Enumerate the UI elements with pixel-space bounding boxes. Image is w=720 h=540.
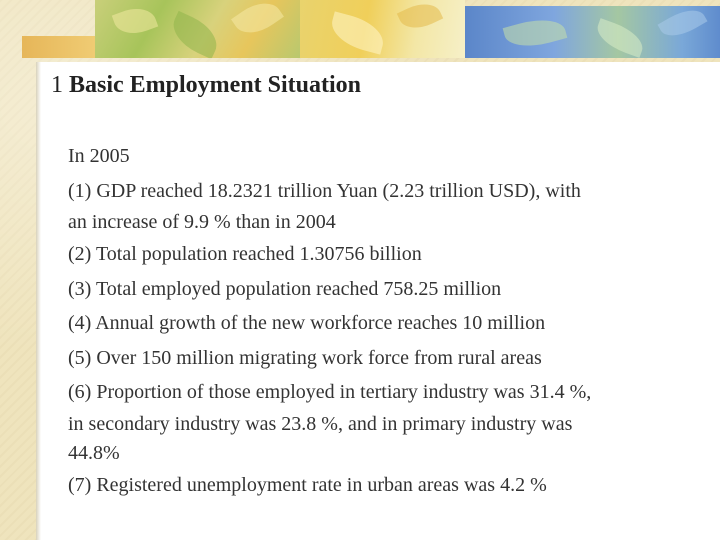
- list-item-continuation: in secondary industry was 23.8 %, and in primary industry was: [68, 412, 573, 435]
- list-item-text: (3) Total employed population reached 758.25 million: [68, 277, 502, 300]
- leaf-shape: [166, 11, 224, 58]
- leaf-shape: [592, 18, 647, 58]
- list-item-text: (1) GDP reached 18.2321 trillion Yuan (2.23 trillion USD), with: [68, 179, 581, 202]
- header-accent-strip: [22, 36, 97, 58]
- title-number: 1: [51, 72, 63, 98]
- card-edge-shadow: [36, 62, 41, 540]
- banner-sky-panel: [465, 6, 720, 58]
- title-text: Basic Employment Situation: [69, 72, 362, 98]
- list-item-unemployment-rate: [68, 468, 708, 503]
- list-item-industry-proportion: [68, 375, 708, 468]
- slide-body: [68, 139, 708, 502]
- slide-title: [51, 72, 361, 99]
- list-item-text: (4) Annual growth of the new workforce reaches 10 million: [68, 312, 546, 334]
- list-item-migrating-workforce: [68, 341, 708, 376]
- list-item-workforce-growth: [68, 306, 708, 341]
- header-banner-image: [95, 0, 720, 58]
- leaf-shape: [397, 0, 443, 35]
- list-item-text: (2) Total population reached 1.30756 billion: [68, 243, 422, 265]
- list-item-text: (5) Over 150 million migrating work force from rural areas: [68, 346, 542, 369]
- list-item-text: (7) Registered unemployment rate in urban areas was 4.2 %: [68, 473, 547, 496]
- banner-light-panel: [300, 0, 465, 58]
- year-heading: [68, 139, 708, 174]
- banner-leaves-panel: [95, 0, 300, 58]
- list-item-continuation: 44.8%: [68, 441, 120, 464]
- list-item-continuation: an increase of 9.9 % than in 2004: [68, 211, 336, 233]
- list-item-employed: [68, 272, 708, 307]
- leaf-shape: [112, 2, 158, 40]
- leaf-shape: [327, 11, 388, 54]
- leaf-shape: [503, 13, 568, 54]
- list-item-gdp: [68, 174, 708, 238]
- list-item-text: (6) Proportion of those employed in tertiary industry was 31.4 %,: [68, 381, 592, 403]
- leaf-shape: [231, 0, 284, 42]
- list-item-population: [68, 237, 708, 272]
- leaf-shape: [658, 2, 708, 44]
- year-line: In 2005: [68, 145, 130, 167]
